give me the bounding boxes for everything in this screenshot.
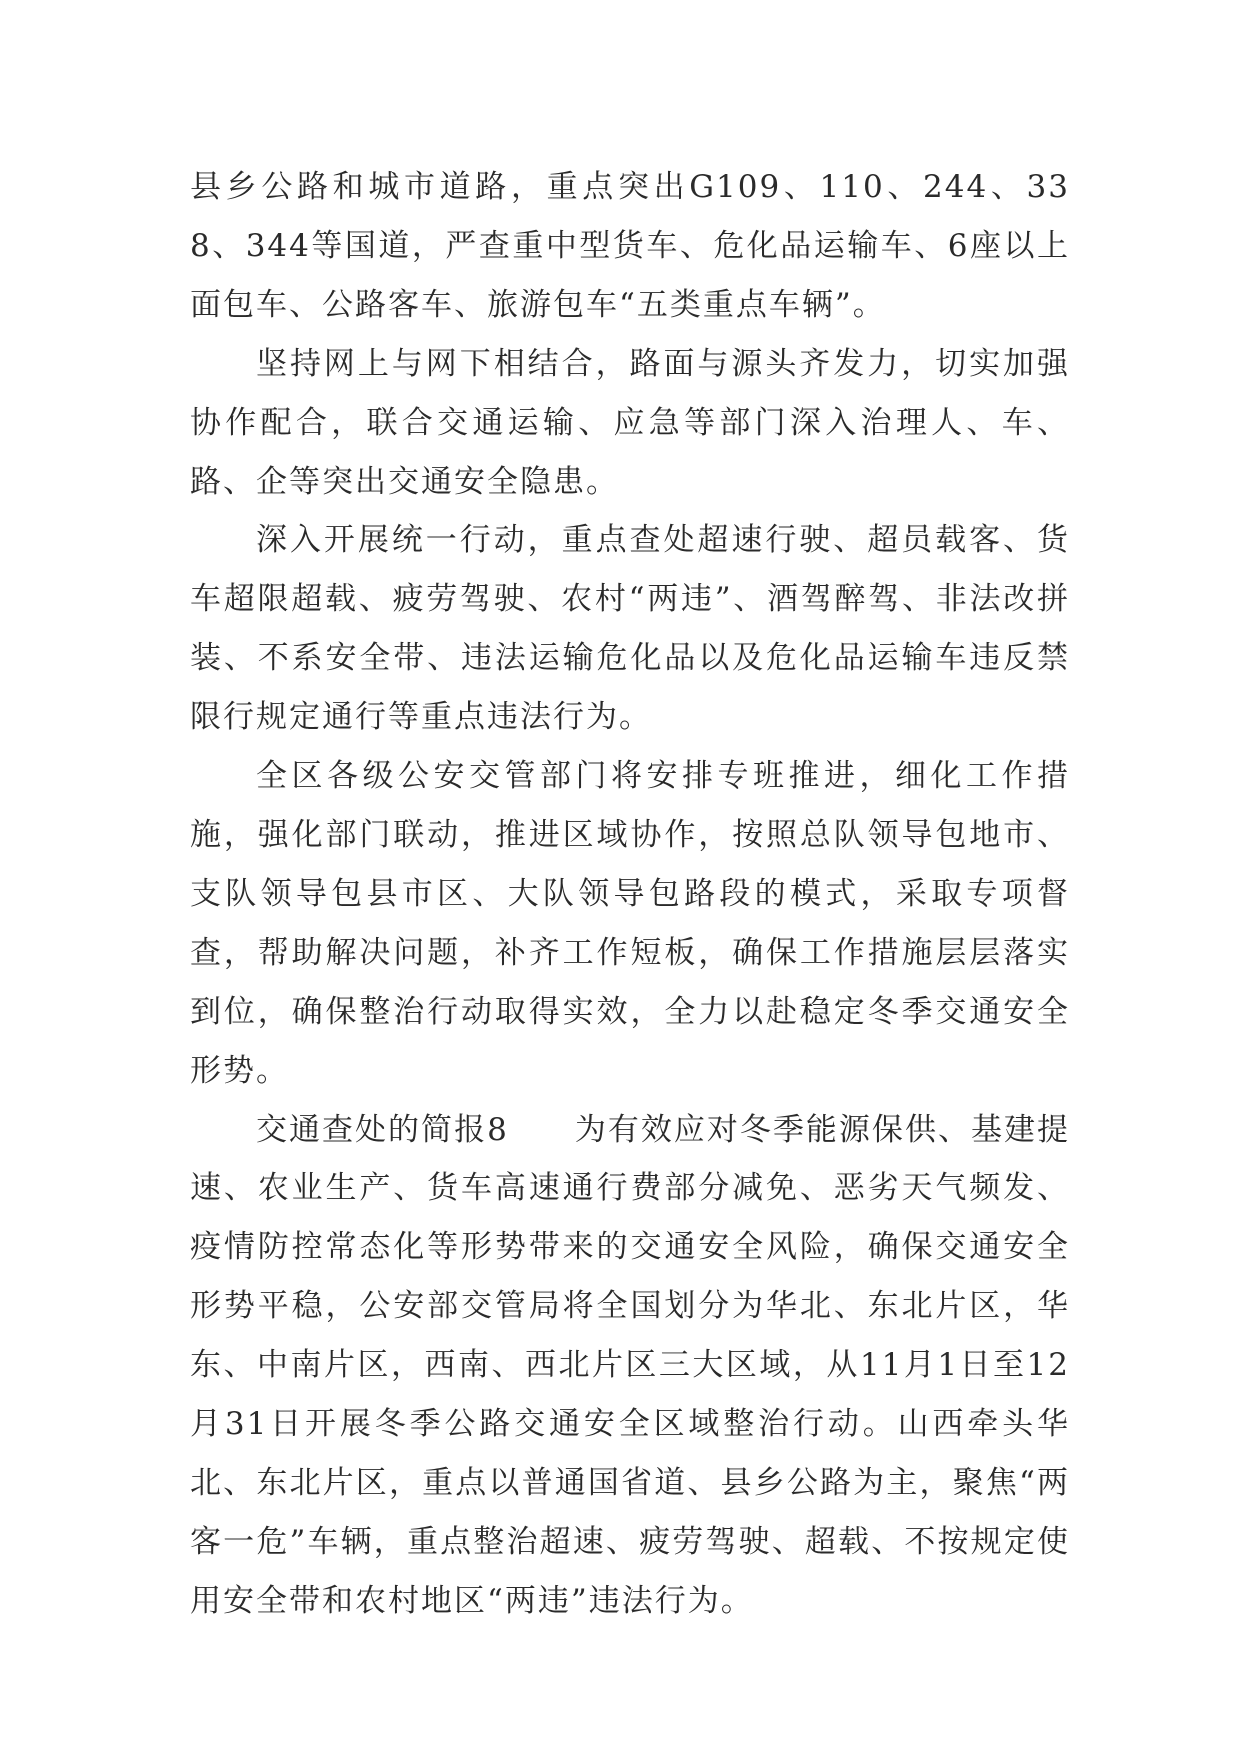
paragraph-2: 坚持网上与网下相结合，路面与源头齐发力，切实加强协作配合，联合交通运输、应急等部门深入治理人、车、路、企等突出交通安全隐患。 bbox=[190, 345, 1070, 500]
paragraph-5: 交通查处的简报8 为有效应对冬季能源保供、基建提速、农业生产、货车高速通行费部分减免、恶劣天气频发、疫情防控常态化等形势带来的交通安全风险，确保交通安全形势平稳，公安部交管局将全国划分为华北、东北片区，华东、中南片区，西南、西北片区三大区域，从11月1日至12月31日开展冬季公路交通安全区域整治行动。山西牵头华北、东北片区，重点以普通国省道、县乡公路为主，聚焦“两客一危”车辆，重点整治超速、疲劳驾驶、超载、不按规定使用安全带和农村地区“两违”违法行为。 bbox=[190, 1111, 1070, 1619]
paragraph-4: 全区各级公安交管部门将安排专班推进，细化工作措施，强化部门联动，推进区域协作，按照总队领导包地市、支队领导包县市区、大队领导包路段的模式，采取专项督查，帮助解决问题，补齐工作短板，确保工作措施层层落实到位，确保整治行动取得实效，全力以赴稳定冬季交通安全形势。 bbox=[190, 758, 1070, 1089]
paragraph-3: 深入开展统一行动，重点查处超速行驶、超员载客、货车超限超载、疲劳驾驶、农村“两违”、酒驾醉驾、非法改拼装、不系安全带、违法运输危化品以及危化品运输车违反禁限行规定通行等重点违法行为。 bbox=[190, 522, 1070, 736]
document-body bbox=[190, 158, 1070, 1631]
paragraph-1: 县乡公路和城市道路，重点突出G109、110、244、338、344等国道，严查重中型货车、危化品运输车、6座以上面包车、公路客车、旅游包车“五类重点车辆”。 bbox=[190, 169, 1070, 323]
